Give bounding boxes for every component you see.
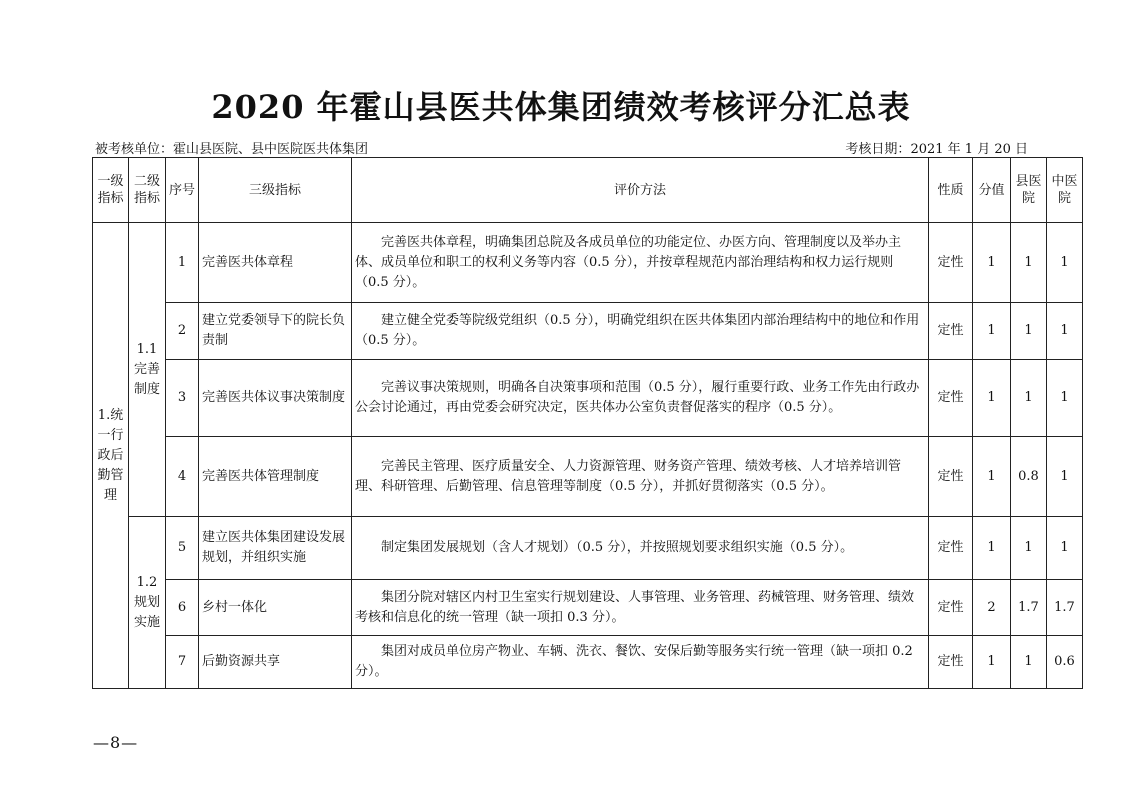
header-level1: 一级指标 bbox=[93, 158, 129, 223]
score-cell: 1 bbox=[973, 437, 1011, 517]
page-title: 2020 年霍山县医共体集团绩效考核评分汇总表 bbox=[211, 88, 911, 126]
method-cell: 建立健全党委等院级党组织（0.5 分），明确党组织在医共体集团内部治理结构中的地位和作用（0.5 分）。 bbox=[352, 303, 929, 360]
tcm-score-cell: 1 bbox=[1047, 517, 1083, 580]
score-cell: 1 bbox=[973, 303, 1011, 360]
county-score-cell: 1 bbox=[1011, 360, 1047, 437]
county-score-cell: 1.7 bbox=[1011, 580, 1047, 636]
page-number: —8— bbox=[93, 733, 139, 752]
table-row bbox=[93, 517, 1083, 580]
assessment-date-label: 考核日期： bbox=[845, 142, 911, 157]
seq-cell: 3 bbox=[166, 360, 199, 437]
score-cell: 1 bbox=[973, 223, 1011, 303]
assessment-date-value: 2021 年 1 月 20 日 bbox=[910, 142, 1028, 157]
county-score-cell: 1 bbox=[1011, 303, 1047, 360]
county-score-cell: 1 bbox=[1011, 517, 1047, 580]
method-cell: 完善议事决策规则，明确各自决策事项和范围（0.5 分），履行重要行政、业务工作先由行政办公会讨论通过，再由党委会研究决定，医共体办公室负责督促落实的程序（0.5 分）。 bbox=[352, 360, 929, 437]
nature-cell: 定性 bbox=[929, 636, 973, 689]
indicator-cell: 完善医共体章程 bbox=[199, 223, 352, 303]
indicator-cell: 完善医共体管理制度 bbox=[199, 437, 352, 517]
nature-cell: 定性 bbox=[929, 437, 973, 517]
nature-cell: 定性 bbox=[929, 303, 973, 360]
header-row bbox=[93, 158, 1083, 223]
tcm-score-cell: 1 bbox=[1047, 437, 1083, 517]
tcm-score-cell: 1.7 bbox=[1047, 580, 1083, 636]
score-cell: 1 bbox=[973, 517, 1011, 580]
seq-cell: 4 bbox=[166, 437, 199, 517]
header-method: 评价方法 bbox=[352, 158, 929, 223]
method-cell: 集团对成员单位房产物业、车辆、洗衣、餐饮、安保后勤等服务实行统一管理（缺一项扣 0.2 分）。 bbox=[352, 636, 929, 689]
table-row bbox=[93, 303, 1083, 360]
county-score-cell: 1 bbox=[1011, 223, 1047, 303]
nature-cell: 定性 bbox=[929, 360, 973, 437]
header-nature: 性质 bbox=[929, 158, 973, 223]
method-cell: 制定集团发展规划（含人才规划）（0.5 分），并按照规划要求组织实施（0.5 分）。 bbox=[352, 517, 929, 580]
county-score-cell: 0.8 bbox=[1011, 437, 1047, 517]
score-cell: 1 bbox=[973, 360, 1011, 437]
tcm-score-cell: 1 bbox=[1047, 303, 1083, 360]
seq-cell: 2 bbox=[166, 303, 199, 360]
indicator-cell: 建立党委领导下的院长负责制 bbox=[199, 303, 352, 360]
level2-cell: 1.2 规划实施 bbox=[129, 517, 166, 689]
header-level3: 三级指标 bbox=[199, 158, 352, 223]
method-cell: 完善民主管理、医疗质量安全、人力资源管理、财务资产管理、绩效考核、人才培养培训管理、科研管理、后勤管理、信息管理等制度（0.5 分），并抓好贯彻落实（0.5 分）。 bbox=[352, 437, 929, 517]
header-level2: 二级指标 bbox=[129, 158, 166, 223]
nature-cell: 定性 bbox=[929, 223, 973, 303]
nature-cell: 定性 bbox=[929, 517, 973, 580]
tcm-score-cell: 0.6 bbox=[1047, 636, 1083, 689]
indicator-cell: 完善医共体议事决策制度 bbox=[199, 360, 352, 437]
evaluation-table bbox=[92, 157, 1083, 689]
nature-cell: 定性 bbox=[929, 580, 973, 636]
tcm-score-cell: 1 bbox=[1047, 360, 1083, 437]
method-cell: 集团分院对辖区内村卫生室实行规划建设、人事管理、业务管理、药械管理、财务管理、绩效考核和信息化的统一管理（缺一项扣 0.3 分）。 bbox=[352, 580, 929, 636]
table-row bbox=[93, 223, 1083, 303]
seq-cell: 5 bbox=[166, 517, 199, 580]
seq-cell: 1 bbox=[166, 223, 199, 303]
header-score: 分值 bbox=[973, 158, 1011, 223]
assessed-unit-label: 被考核单位： bbox=[95, 142, 174, 157]
seq-cell: 7 bbox=[166, 636, 199, 689]
assessed-unit-value: 霍山县医院、县中医院医共体集团 bbox=[173, 142, 369, 157]
table-row bbox=[93, 580, 1083, 636]
method-cell: 完善医共体章程，明确集团总院及各成员单位的功能定位、办医方向、管理制度以及举办主体、成员单位和职工的权利义务等内容（0.5 分），并按章程规范内部治理结构和权力运行规则（0.5 分）。 bbox=[352, 223, 929, 303]
table-row bbox=[93, 636, 1083, 689]
indicator-cell: 乡村一体化 bbox=[199, 580, 352, 636]
county-score-cell: 1 bbox=[1011, 636, 1047, 689]
indicator-cell: 后勤资源共享 bbox=[199, 636, 352, 689]
level1-cell: 1.统一行政后勤管理 bbox=[93, 223, 129, 689]
assessment-date bbox=[845, 138, 1028, 157]
header-county-hospital: 县医院 bbox=[1011, 158, 1047, 223]
score-cell: 1 bbox=[973, 636, 1011, 689]
indicator-cell: 建立医共体集团建设发展规划，并组织实施 bbox=[199, 517, 352, 580]
header-tcm-hospital: 中医院 bbox=[1047, 158, 1083, 223]
assessed-unit bbox=[95, 138, 368, 157]
score-cell: 2 bbox=[973, 580, 1011, 636]
header-seq: 序号 bbox=[166, 158, 199, 223]
tcm-score-cell: 1 bbox=[1047, 223, 1083, 303]
table-row bbox=[93, 360, 1083, 437]
table-row bbox=[93, 437, 1083, 517]
level2-cell: 1.1 完善制度 bbox=[129, 223, 166, 517]
seq-cell: 6 bbox=[166, 580, 199, 636]
